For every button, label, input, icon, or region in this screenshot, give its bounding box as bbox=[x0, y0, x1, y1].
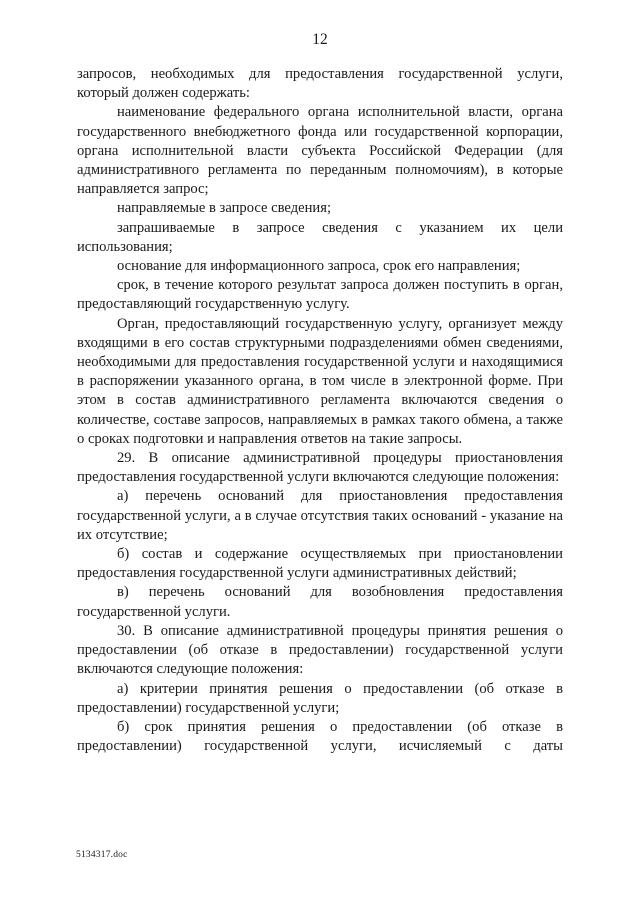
paragraph: 30. В описание административной процедуры принятия решения о предоставлении (об отказе в предоставлении) государственной услуги включаются следующие положения: bbox=[77, 622, 563, 678]
paragraph: основание для информационного запроса, срок его направления; bbox=[117, 258, 521, 275]
paragraph: б) срок принятия решения о предоставлении (об отказе в предоставлении) государственной услуги, исчисляемый с даты bbox=[77, 718, 563, 755]
paragraph: направляемые в запросе сведения; bbox=[117, 200, 332, 217]
document-body bbox=[77, 65, 563, 756]
paragraph: Орган, предоставляющий государственную услугу, организует между входящими в его состав структурными подразделениями обмен сведениями, необходимыми для предоставления государственной услуги и находящимися в распоряжении указанного органа, в том числе в электронной форме. При этом в состав административного регламента включаются сведения о количестве, составе запросов, направляемых в рамках такого обмена, а также о сроках подготовки и направления ответов на такие запросы. bbox=[77, 315, 563, 447]
paragraph: б) состав и содержание осуществляемых при приостановлении предоставления государственной услуги административных действий; bbox=[77, 546, 563, 582]
paragraph: наименование федерального органа исполнительной власти, органа государственного внебюджетного фонда или государственной корпорации, органа исполнительной власти субъекта Российской Федерации (для административного регламента по переданным полномочиям), в которые направляется запрос; bbox=[77, 104, 563, 198]
paragraph: 29. В описание административной процедуры приостановления предоставления государственной услуги включаются следующие положения: bbox=[77, 450, 563, 486]
footer-file-code: 5134317.doc bbox=[76, 850, 128, 860]
paragraph: а) критерии принятия решения о предоставлении (об отказе в предоставлении) государственной услуги; bbox=[77, 680, 563, 716]
paragraph: срок, в течение которого результат запроса должен поступить в орган, предоставляющий государственную услугу. bbox=[77, 277, 563, 313]
page-number: 12 bbox=[312, 31, 328, 48]
paragraph: а) перечень оснований для приостановления предоставления государственной услуги, а в случае отсутствия таких оснований - указание на их отсутствие; bbox=[77, 488, 563, 543]
paragraph: в) перечень оснований для возобновления предоставления государственной услуги. bbox=[77, 584, 563, 620]
paragraph: запросов, необходимых для предоставления государственной услуги, который должен содержать: bbox=[77, 66, 563, 102]
paragraph: запрашиваемые в запросе сведения с указанием их цели использования; bbox=[77, 219, 563, 255]
